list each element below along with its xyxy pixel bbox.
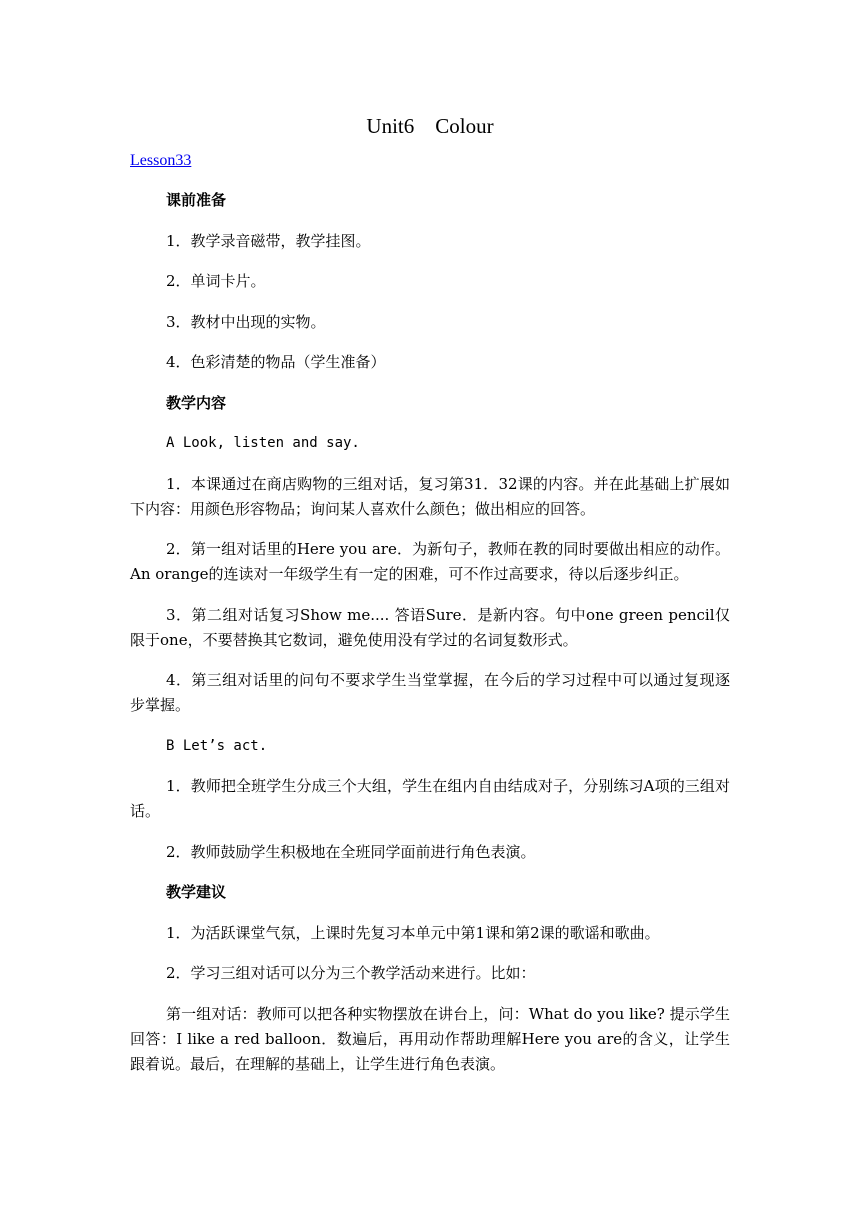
section-heading-preparation: 课前准备 <box>166 191 227 209</box>
paragraph: 4．色彩清楚的物品（学生准备） <box>166 353 386 371</box>
paragraph: 第一组对话：教师可以把各种实物摆放在讲台上，问：What do you like? 提示学生回答：I like a red balloon．数遍后，再用动作帮助理解Here you are的含义，让学生跟着说。最后，在理解的基础上，让学生进行角色表演。 <box>130 1004 730 1073</box>
paragraph: 3．教材中出现的实物。 <box>166 312 326 331</box>
paragraph: 2．第一组对话里的Here you are．为新句子，教师在教的同时要做出相应的动作。An orange的连读对一年级学生有一定的困难，可不作过高要求，待以后逐步纠正。 <box>130 540 730 583</box>
section-heading-suggestions: 教学建议 <box>166 883 227 901</box>
document-page <box>130 0 730 1216</box>
paragraph: 3．第二组对话复习Show me.... 答语Sure．是新内容。句中one green pencil仅限于one，不要替换其它数词，避免使用没有学过的名词复数形式。 <box>130 605 730 649</box>
subsection-heading-a: A Look, listen and say. <box>166 435 360 451</box>
document-title: Unit6 Colour <box>366 114 494 138</box>
section-heading-content: 教学内容 <box>166 393 227 412</box>
document-body <box>130 188 730 1092</box>
paragraph: 2．学习三组对话可以分为三个教学活动来进行。比如： <box>166 964 536 982</box>
paragraph: 2．单词卡片。 <box>166 272 266 290</box>
paragraph: 4．第三组对话里的问句不要求学生当堂掌握，在今后的学习过程中可以通过复现逐步掌握。 <box>130 671 730 714</box>
paragraph: 2．教师鼓励学生积极地在全班同学面前进行角色表演。 <box>166 842 536 861</box>
paragraph: 1．教学录音磁带，教学挂图。 <box>166 231 371 250</box>
subsection-heading-b: B Let’s act. <box>166 737 268 754</box>
paragraph: 1．教师把全班学生分成三个大组，学生在组内自由结成对子，分别练习A项的三组对话。 <box>130 777 730 820</box>
paragraph: 1．为活跃课堂气氛，上课时先复习本单元中第1课和第2课的歌谣和歌曲。 <box>166 923 660 942</box>
paragraph: 1．本课通过在商店购物的三组对话，复习第31．32课的内容。并在此基础上扩展如下内容：用颜色形容物品；询问某人喜欢什么颜色；做出相应的回答。 <box>130 474 730 518</box>
lesson-link[interactable]: Lesson33 <box>130 152 192 169</box>
